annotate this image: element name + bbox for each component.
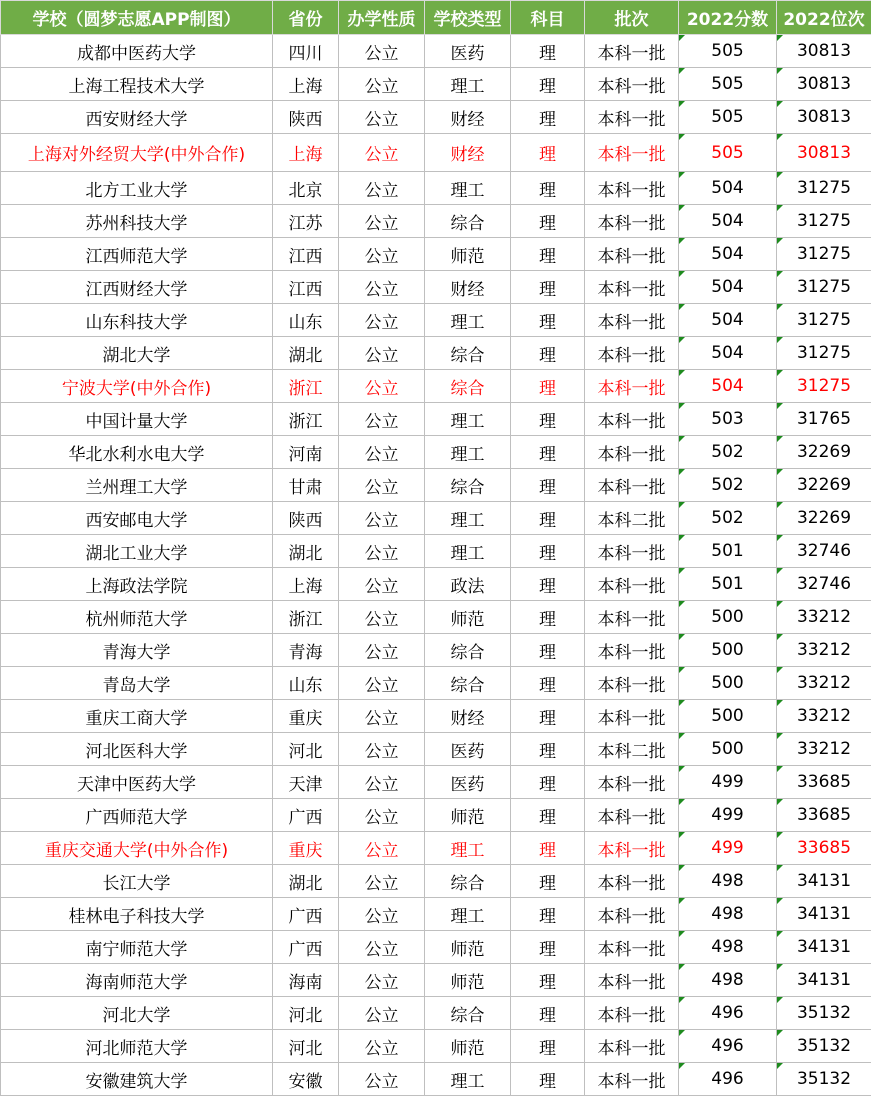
type-cell: 综合	[425, 205, 511, 238]
score-cell: 498	[679, 964, 777, 997]
province-cell: 上海	[273, 134, 339, 172]
nature-cell: 公立	[339, 304, 425, 337]
type-cell: 综合	[425, 997, 511, 1030]
table-row	[1, 370, 871, 403]
province-cell: 湖北	[273, 535, 339, 568]
rank-cell: 30813	[777, 134, 871, 172]
batch-cell: 本科一批	[585, 370, 679, 403]
subject-cell: 理	[511, 832, 585, 865]
batch-cell: 本科一批	[585, 172, 679, 205]
nature-cell: 公立	[339, 799, 425, 832]
subject-cell: 理	[511, 337, 585, 370]
batch-cell: 本科一批	[585, 469, 679, 502]
batch-cell: 本科一批	[585, 1063, 679, 1096]
type-cell: 财经	[425, 271, 511, 304]
table-row	[1, 832, 871, 865]
type-cell: 综合	[425, 667, 511, 700]
table-row	[1, 502, 871, 535]
school-cell: 苏州科技大学	[1, 205, 273, 238]
batch-cell: 本科一批	[585, 766, 679, 799]
subject-cell: 理	[511, 1030, 585, 1063]
header-province: 省份	[273, 1, 339, 35]
province-cell: 广西	[273, 898, 339, 931]
score-cell: 502	[679, 469, 777, 502]
subject-cell: 理	[511, 931, 585, 964]
rank-cell: 31275	[777, 172, 871, 205]
school-cell: 成都中医药大学	[1, 35, 273, 68]
type-cell: 师范	[425, 1030, 511, 1063]
subject-cell: 理	[511, 568, 585, 601]
nature-cell: 公立	[339, 502, 425, 535]
nature-cell: 公立	[339, 35, 425, 68]
score-cell: 504	[679, 205, 777, 238]
province-cell: 甘肃	[273, 469, 339, 502]
rank-cell: 33212	[777, 700, 871, 733]
score-cell: 499	[679, 799, 777, 832]
subject-cell: 理	[511, 535, 585, 568]
table-row	[1, 931, 871, 964]
batch-cell: 本科一批	[585, 832, 679, 865]
table-row	[1, 601, 871, 634]
school-cell: 西安财经大学	[1, 101, 273, 134]
province-cell: 山东	[273, 667, 339, 700]
subject-cell: 理	[511, 134, 585, 172]
rank-cell: 33685	[777, 832, 871, 865]
rank-cell: 31275	[777, 370, 871, 403]
type-cell: 医药	[425, 35, 511, 68]
table-row	[1, 964, 871, 997]
score-cell: 496	[679, 1030, 777, 1063]
score-cell: 496	[679, 1063, 777, 1096]
subject-cell: 理	[511, 1063, 585, 1096]
table-row	[1, 568, 871, 601]
table-row	[1, 238, 871, 271]
table-row	[1, 271, 871, 304]
rank-cell: 33685	[777, 766, 871, 799]
subject-cell: 理	[511, 898, 585, 931]
nature-cell: 公立	[339, 766, 425, 799]
province-cell: 浙江	[273, 601, 339, 634]
province-cell: 青海	[273, 634, 339, 667]
batch-cell: 本科一批	[585, 535, 679, 568]
batch-cell: 本科一批	[585, 68, 679, 101]
table-row	[1, 304, 871, 337]
batch-cell: 本科一批	[585, 964, 679, 997]
rank-cell: 32269	[777, 469, 871, 502]
rank-cell: 30813	[777, 101, 871, 134]
province-cell: 天津	[273, 766, 339, 799]
nature-cell: 公立	[339, 134, 425, 172]
table-header	[1, 1, 871, 35]
table-row	[1, 1030, 871, 1063]
nature-cell: 公立	[339, 271, 425, 304]
province-cell: 江西	[273, 271, 339, 304]
province-cell: 陕西	[273, 101, 339, 134]
batch-cell: 本科一批	[585, 271, 679, 304]
type-cell: 理工	[425, 403, 511, 436]
table-row	[1, 35, 871, 68]
school-cell: 湖北大学	[1, 337, 273, 370]
type-cell: 理工	[425, 172, 511, 205]
province-cell: 江西	[273, 238, 339, 271]
rank-cell: 31275	[777, 304, 871, 337]
header-score: 2022分数	[679, 1, 777, 35]
school-cell: 山东科技大学	[1, 304, 273, 337]
subject-cell: 理	[511, 667, 585, 700]
school-cell: 中国计量大学	[1, 403, 273, 436]
table-row	[1, 667, 871, 700]
type-cell: 师范	[425, 238, 511, 271]
type-cell: 财经	[425, 101, 511, 134]
subject-cell: 理	[511, 502, 585, 535]
table-row	[1, 436, 871, 469]
rank-cell: 34131	[777, 931, 871, 964]
table-row	[1, 634, 871, 667]
score-cell: 500	[679, 601, 777, 634]
province-cell: 河北	[273, 1030, 339, 1063]
score-cell: 504	[679, 337, 777, 370]
nature-cell: 公立	[339, 1030, 425, 1063]
rank-cell: 32746	[777, 568, 871, 601]
school-cell: 兰州理工大学	[1, 469, 273, 502]
subject-cell: 理	[511, 370, 585, 403]
subject-cell: 理	[511, 68, 585, 101]
table-row	[1, 865, 871, 898]
table-row	[1, 898, 871, 931]
subject-cell: 理	[511, 733, 585, 766]
type-cell: 师范	[425, 931, 511, 964]
province-cell: 上海	[273, 568, 339, 601]
batch-cell: 本科一批	[585, 35, 679, 68]
score-cell: 504	[679, 271, 777, 304]
header-batch: 批次	[585, 1, 679, 35]
batch-cell: 本科一批	[585, 436, 679, 469]
batch-cell: 本科一批	[585, 1030, 679, 1063]
nature-cell: 公立	[339, 238, 425, 271]
subject-cell: 理	[511, 964, 585, 997]
table-row	[1, 403, 871, 436]
school-cell: 杭州师范大学	[1, 601, 273, 634]
table-row	[1, 172, 871, 205]
province-cell: 上海	[273, 68, 339, 101]
subject-cell: 理	[511, 403, 585, 436]
province-cell: 广西	[273, 931, 339, 964]
type-cell: 综合	[425, 634, 511, 667]
nature-cell: 公立	[339, 997, 425, 1030]
type-cell: 师范	[425, 964, 511, 997]
province-cell: 北京	[273, 172, 339, 205]
score-cell: 501	[679, 535, 777, 568]
batch-cell: 本科一批	[585, 997, 679, 1030]
score-cell: 499	[679, 766, 777, 799]
rank-cell: 35132	[777, 1030, 871, 1063]
province-cell: 重庆	[273, 700, 339, 733]
school-cell: 安徽建筑大学	[1, 1063, 273, 1096]
score-cell: 502	[679, 436, 777, 469]
school-cell: 长江大学	[1, 865, 273, 898]
batch-cell: 本科一批	[585, 601, 679, 634]
nature-cell: 公立	[339, 101, 425, 134]
nature-cell: 公立	[339, 601, 425, 634]
type-cell: 理工	[425, 68, 511, 101]
table-row	[1, 733, 871, 766]
rank-cell: 31275	[777, 238, 871, 271]
type-cell: 理工	[425, 502, 511, 535]
score-cell: 500	[679, 667, 777, 700]
rank-cell: 31275	[777, 337, 871, 370]
province-cell: 河北	[273, 733, 339, 766]
type-cell: 医药	[425, 766, 511, 799]
batch-cell: 本科一批	[585, 898, 679, 931]
province-cell: 浙江	[273, 403, 339, 436]
subject-cell: 理	[511, 304, 585, 337]
province-cell: 陕西	[273, 502, 339, 535]
province-cell: 重庆	[273, 832, 339, 865]
type-cell: 医药	[425, 733, 511, 766]
province-cell: 河北	[273, 997, 339, 1030]
nature-cell: 公立	[339, 1063, 425, 1096]
rank-cell: 31765	[777, 403, 871, 436]
batch-cell: 本科一批	[585, 101, 679, 134]
rank-cell: 33212	[777, 634, 871, 667]
nature-cell: 公立	[339, 403, 425, 436]
rank-cell: 33212	[777, 667, 871, 700]
subject-cell: 理	[511, 238, 585, 271]
rank-cell: 31275	[777, 271, 871, 304]
province-cell: 湖北	[273, 865, 339, 898]
subject-cell: 理	[511, 700, 585, 733]
type-cell: 综合	[425, 469, 511, 502]
school-cell: 北方工业大学	[1, 172, 273, 205]
nature-cell: 公立	[339, 832, 425, 865]
table-row	[1, 68, 871, 101]
nature-cell: 公立	[339, 205, 425, 238]
rank-cell: 33685	[777, 799, 871, 832]
type-cell: 财经	[425, 700, 511, 733]
school-cell: 河北医科大学	[1, 733, 273, 766]
nature-cell: 公立	[339, 634, 425, 667]
nature-cell: 公立	[339, 964, 425, 997]
nature-cell: 公立	[339, 370, 425, 403]
rank-cell: 34131	[777, 964, 871, 997]
header-rank: 2022位次	[777, 1, 871, 35]
subject-cell: 理	[511, 766, 585, 799]
province-cell: 安徽	[273, 1063, 339, 1096]
rank-cell: 30813	[777, 68, 871, 101]
type-cell: 财经	[425, 134, 511, 172]
nature-cell: 公立	[339, 172, 425, 205]
province-cell: 江苏	[273, 205, 339, 238]
batch-cell: 本科一批	[585, 238, 679, 271]
type-cell: 师范	[425, 799, 511, 832]
score-cell: 500	[679, 700, 777, 733]
school-cell: 宁波大学(中外合作)	[1, 370, 273, 403]
nature-cell: 公立	[339, 733, 425, 766]
subject-cell: 理	[511, 101, 585, 134]
score-cell: 504	[679, 172, 777, 205]
school-cell: 江西财经大学	[1, 271, 273, 304]
table-row	[1, 700, 871, 733]
score-cell: 498	[679, 898, 777, 931]
subject-cell: 理	[511, 469, 585, 502]
batch-cell: 本科一批	[585, 931, 679, 964]
subject-cell: 理	[511, 601, 585, 634]
rank-cell: 35132	[777, 1063, 871, 1096]
rank-cell: 32269	[777, 436, 871, 469]
type-cell: 综合	[425, 370, 511, 403]
type-cell: 理工	[425, 535, 511, 568]
score-cell: 502	[679, 502, 777, 535]
rank-cell: 33212	[777, 601, 871, 634]
subject-cell: 理	[511, 205, 585, 238]
type-cell: 理工	[425, 436, 511, 469]
subject-cell: 理	[511, 865, 585, 898]
batch-cell: 本科一批	[585, 799, 679, 832]
rank-cell: 30813	[777, 35, 871, 68]
rank-cell: 32746	[777, 535, 871, 568]
score-cell: 498	[679, 865, 777, 898]
province-cell: 山东	[273, 304, 339, 337]
nature-cell: 公立	[339, 667, 425, 700]
batch-cell: 本科一批	[585, 134, 679, 172]
table-row	[1, 337, 871, 370]
rank-cell: 34131	[777, 898, 871, 931]
subject-cell: 理	[511, 634, 585, 667]
score-cell: 500	[679, 634, 777, 667]
score-cell: 504	[679, 238, 777, 271]
nature-cell: 公立	[339, 568, 425, 601]
nature-cell: 公立	[339, 931, 425, 964]
school-cell: 重庆交通大学(中外合作)	[1, 832, 273, 865]
province-cell: 广西	[273, 799, 339, 832]
school-cell: 上海对外经贸大学(中外合作)	[1, 134, 273, 172]
subject-cell: 理	[511, 436, 585, 469]
batch-cell: 本科一批	[585, 700, 679, 733]
score-cell: 496	[679, 997, 777, 1030]
batch-cell: 本科二批	[585, 502, 679, 535]
nature-cell: 公立	[339, 898, 425, 931]
table-row	[1, 535, 871, 568]
header-type: 学校类型	[425, 1, 511, 35]
school-cell: 河北大学	[1, 997, 273, 1030]
score-cell: 504	[679, 304, 777, 337]
school-cell: 重庆工商大学	[1, 700, 273, 733]
school-cell: 青海大学	[1, 634, 273, 667]
school-cell: 天津中医药大学	[1, 766, 273, 799]
table-row	[1, 799, 871, 832]
school-cell: 上海工程技术大学	[1, 68, 273, 101]
subject-cell: 理	[511, 799, 585, 832]
school-cell: 河北师范大学	[1, 1030, 273, 1063]
score-cell: 504	[679, 370, 777, 403]
subject-cell: 理	[511, 35, 585, 68]
rank-cell: 33212	[777, 733, 871, 766]
score-cell: 505	[679, 134, 777, 172]
rank-cell: 32269	[777, 502, 871, 535]
batch-cell: 本科一批	[585, 865, 679, 898]
school-cell: 广西师范大学	[1, 799, 273, 832]
batch-cell: 本科一批	[585, 667, 679, 700]
nature-cell: 公立	[339, 68, 425, 101]
nature-cell: 公立	[339, 535, 425, 568]
score-cell: 505	[679, 35, 777, 68]
score-cell: 499	[679, 832, 777, 865]
province-cell: 四川	[273, 35, 339, 68]
score-cell: 498	[679, 931, 777, 964]
batch-cell: 本科一批	[585, 568, 679, 601]
type-cell: 理工	[425, 304, 511, 337]
province-cell: 浙江	[273, 370, 339, 403]
school-cell: 上海政法学院	[1, 568, 273, 601]
province-cell: 河南	[273, 436, 339, 469]
batch-cell: 本科一批	[585, 205, 679, 238]
school-cell: 桂林电子科技大学	[1, 898, 273, 931]
province-cell: 湖北	[273, 337, 339, 370]
subject-cell: 理	[511, 997, 585, 1030]
score-cell: 505	[679, 68, 777, 101]
type-cell: 综合	[425, 337, 511, 370]
school-cell: 江西师范大学	[1, 238, 273, 271]
nature-cell: 公立	[339, 469, 425, 502]
batch-cell: 本科二批	[585, 733, 679, 766]
header-subject: 科目	[511, 1, 585, 35]
score-cell: 505	[679, 101, 777, 134]
score-cell: 503	[679, 403, 777, 436]
header-row	[1, 1, 871, 35]
table-row	[1, 134, 871, 172]
nature-cell: 公立	[339, 865, 425, 898]
header-school: 学校（圆梦志愿APP制图）	[1, 1, 273, 35]
type-cell: 综合	[425, 865, 511, 898]
school-cell: 湖北工业大学	[1, 535, 273, 568]
rank-cell: 35132	[777, 997, 871, 1030]
batch-cell: 本科一批	[585, 403, 679, 436]
score-cell: 500	[679, 733, 777, 766]
table-row	[1, 101, 871, 134]
type-cell: 理工	[425, 832, 511, 865]
type-cell: 理工	[425, 1063, 511, 1096]
type-cell: 理工	[425, 898, 511, 931]
rank-cell: 34131	[777, 865, 871, 898]
subject-cell: 理	[511, 271, 585, 304]
batch-cell: 本科一批	[585, 634, 679, 667]
nature-cell: 公立	[339, 436, 425, 469]
school-cell: 华北水利水电大学	[1, 436, 273, 469]
table-row	[1, 997, 871, 1030]
type-cell: 师范	[425, 601, 511, 634]
school-cell: 西安邮电大学	[1, 502, 273, 535]
table-body	[1, 35, 871, 1096]
table-row	[1, 205, 871, 238]
table-row	[1, 1063, 871, 1096]
school-cell: 南宁师范大学	[1, 931, 273, 964]
subject-cell: 理	[511, 172, 585, 205]
batch-cell: 本科一批	[585, 337, 679, 370]
table-row	[1, 766, 871, 799]
batch-cell: 本科一批	[585, 304, 679, 337]
score-cell: 501	[679, 568, 777, 601]
school-cell: 海南师范大学	[1, 964, 273, 997]
nature-cell: 公立	[339, 337, 425, 370]
school-cell: 青岛大学	[1, 667, 273, 700]
rank-cell: 31275	[777, 205, 871, 238]
header-nature: 办学性质	[339, 1, 425, 35]
nature-cell: 公立	[339, 700, 425, 733]
province-cell: 海南	[273, 964, 339, 997]
type-cell: 政法	[425, 568, 511, 601]
table-row	[1, 469, 871, 502]
